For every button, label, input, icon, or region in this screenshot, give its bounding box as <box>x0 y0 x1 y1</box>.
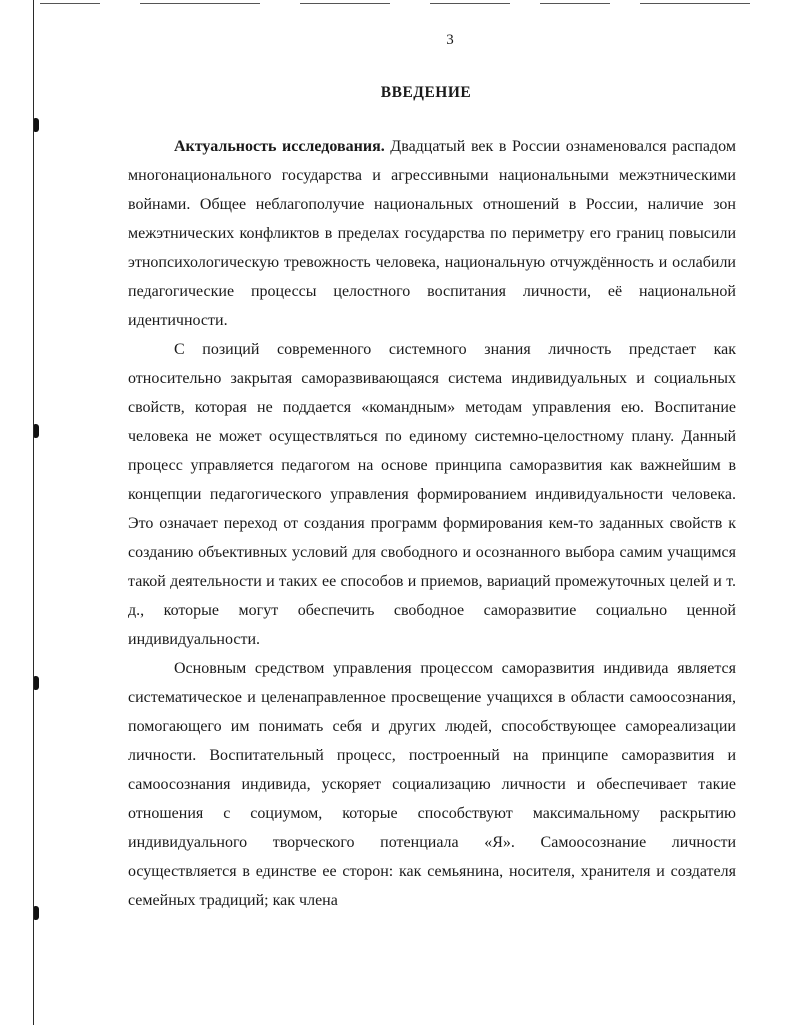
scan-artifact-top-line <box>0 0 793 8</box>
paragraph-text: С позиций современного системного знания личность предстает как относительно закрытая саморазвивающаяся система индивидуальных и социальных свойств, которая не поддается «командным» методам управления ею. Воспитание человека не может осуществляться по единому системно-целостному плану. Данный процесс управляется педагогом на основе принципа саморазвития как важнейшим в концепции педагогического управления формированием индивидуальности человека. Это означает переход от создания программ формирования кем-то заданных свойств к созданию объективных условий для свободного и осознанного выбора самим учащимся такой деятельности и таких ее способов и приемов, вариаций промежуточных целей и т. д., которые могут обеспечить свободное саморазвитие социально ценной индивидуальности. <box>128 341 736 648</box>
paragraph-text: Двадцатый век в России ознаменовался распадом многонационального государства и агрессивными национальными межэтническими войнами. Общее неблагополучие национальных отношений в России, наличие зон межэтнических конфликтов в пределах государства по периметру его границ повысили этнопсихологическую тревожность человека, национальную отчуждённость и ослабили педагогические процессы целостного воспитания личности, её национальной идентичности. <box>128 138 736 329</box>
paragraph-lead: Актуальность исследования. <box>174 138 385 155</box>
paragraph-self-development <box>128 335 736 654</box>
binding-mark <box>34 118 39 132</box>
page-title: ВВЕДЕНИЕ <box>380 84 472 101</box>
document-body <box>128 132 736 915</box>
page-number: 3 <box>446 32 454 48</box>
binding-mark <box>34 676 39 690</box>
paragraph-text: Основным средством управления процессом саморазвития индивида является систематическое и целенаправленное просвещение учащихся в области самоосознания, помогающего им понимать себя и других людей, способствующее самореализации личности. Воспитательный процесс, построенный на принципе саморазвития и самоосознания индивида, ускоряет социализацию личности и обеспечивает такие отношения с социумом, которые способствуют максимальному раскрытию индивидуального творческого потенциала «Я». Самоосознание личности осуществляется в единстве ее сторон: как семьянина, носителя, хранителя и создателя семейных традиций; как члена <box>128 660 736 909</box>
binding-mark <box>34 906 39 920</box>
paragraph-relevance <box>128 132 736 335</box>
paragraph-self-awareness <box>128 654 736 915</box>
scan-left-edge-line <box>33 0 34 1025</box>
binding-mark <box>34 424 39 438</box>
